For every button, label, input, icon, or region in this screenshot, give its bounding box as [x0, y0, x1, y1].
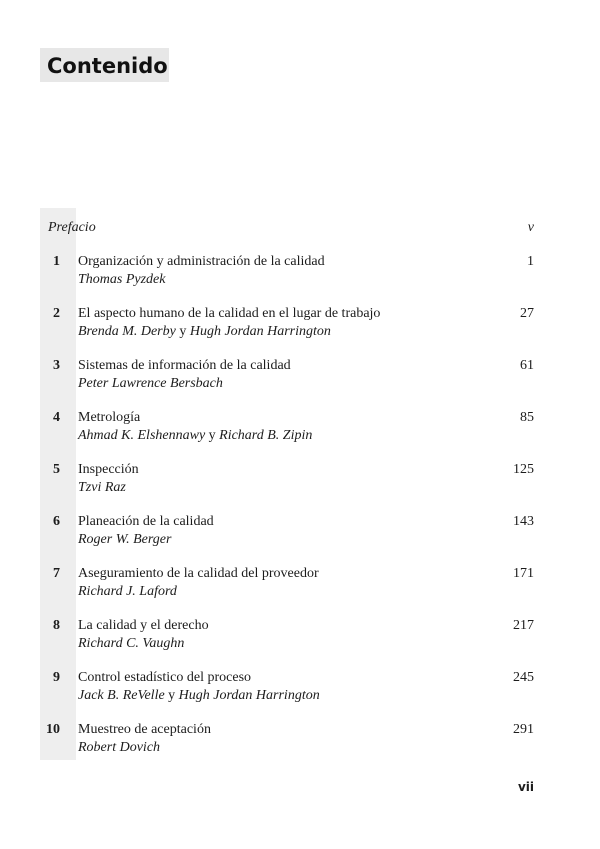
chapter-page: 1	[527, 254, 534, 269]
chapter-number: 2	[53, 306, 60, 321]
chapter-title: El aspecto humano de la calidad en el lugar de trabajo	[78, 306, 381, 321]
author-name: Richard B. Zipin	[219, 428, 313, 443]
chapter-authors	[78, 428, 312, 444]
chapter-title: Organización y administración de la calidad	[78, 254, 325, 269]
chapter-page: 245	[513, 670, 534, 685]
author-name: Brenda M. Derby	[78, 324, 176, 339]
chapter-page: 125	[513, 462, 534, 477]
chapter-authors	[78, 480, 126, 496]
chapter-number: 9	[53, 670, 60, 685]
chapter-page: 61	[520, 358, 534, 373]
chapter-authors	[78, 636, 184, 652]
chapter-number: 6	[53, 514, 60, 529]
author-name: Hugh Jordan Harrington	[189, 324, 331, 339]
preface-page: v	[527, 220, 534, 235]
author-name: Jack B. ReVelle	[78, 688, 165, 703]
chapter-title: Aseguramiento de la calidad del proveedor	[78, 566, 319, 581]
chapter-number: 1	[53, 254, 60, 269]
author-name: Richard J. Laford	[78, 584, 177, 599]
chapter-title: La calidad y el derecho	[78, 618, 209, 633]
chapter-title: Control estadístico del proceso	[78, 670, 252, 685]
chapter-page: 85	[520, 410, 534, 425]
chapter-title: Planeación de la calidad	[78, 514, 214, 529]
chapter-page: 171	[513, 566, 534, 581]
chapter-number: 10	[46, 722, 60, 737]
chapter-number: 7	[53, 566, 60, 581]
chapter-number: 4	[53, 410, 60, 425]
chapter-authors	[78, 740, 160, 756]
chapter-authors	[78, 532, 171, 548]
author-name: Hugh Jordan Harrington	[178, 688, 320, 703]
toc-preface	[48, 220, 534, 236]
author-name: Richard C. Vaughn	[78, 636, 185, 651]
author-connector: y	[205, 428, 220, 443]
author-connector: y	[164, 688, 179, 703]
author-name: Peter Lawrence Bersbach	[78, 376, 223, 391]
chapter-title: Inspección	[78, 462, 139, 477]
chapter-title: Muestreo de aceptación	[78, 722, 211, 737]
chapter-number: 3	[53, 358, 60, 373]
chapter-authors	[78, 584, 177, 600]
chapter-page: 291	[513, 722, 534, 737]
preface-label: Prefacio	[48, 220, 96, 235]
chapter-number: 8	[53, 618, 60, 633]
page-title: Contenido	[40, 48, 169, 82]
chapter-authors	[78, 272, 166, 288]
chapter-authors	[78, 376, 223, 392]
chapter-title: Sistemas de información de la calidad	[78, 358, 291, 373]
author-name: Robert Dovich	[78, 740, 161, 755]
chapter-number: 5	[53, 462, 60, 477]
chapter-authors	[78, 324, 331, 340]
author-name: Thomas Pyzdek	[78, 272, 166, 287]
chapter-page: 143	[513, 514, 534, 529]
author-connector: y	[175, 324, 190, 339]
author-name: Roger W. Berger	[78, 532, 172, 547]
chapter-page: 217	[513, 618, 534, 633]
chapter-page: 27	[520, 306, 534, 321]
author-name: Ahmad K. Elshennawy	[78, 428, 206, 443]
author-name: Tzvi Raz	[78, 480, 126, 495]
chapter-title: Metrología	[78, 410, 141, 425]
chapter-authors	[78, 688, 320, 704]
page-number: vii	[517, 780, 534, 794]
